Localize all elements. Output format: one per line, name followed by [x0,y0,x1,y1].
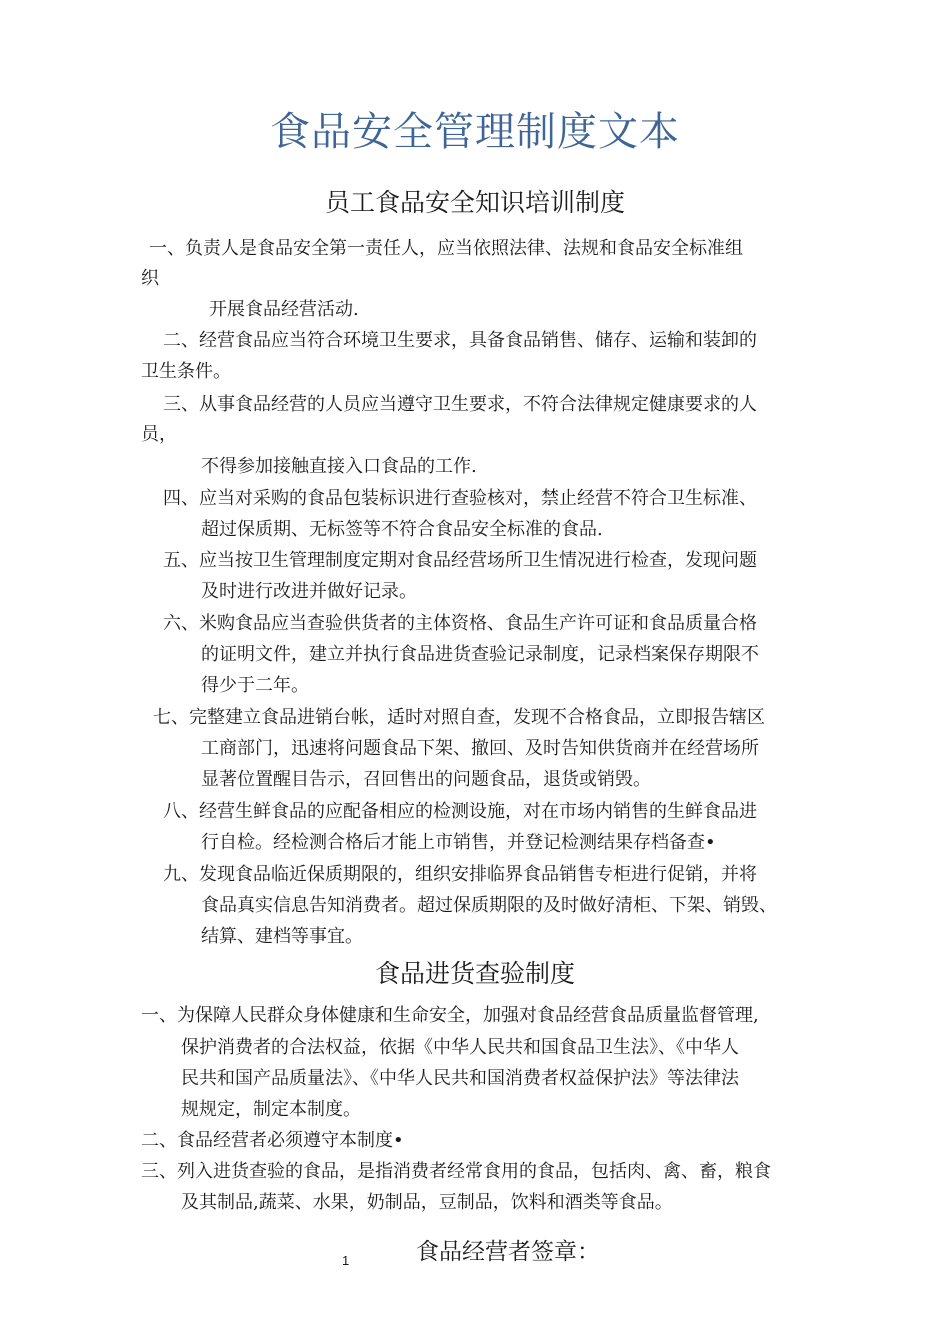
text-line: 五、应当按卫生管理制度定期对食品经营场所卫生情况进行检查，发现问题 [163,550,757,571]
text-line: 不得参加接触直接入口食品的工作. [201,456,477,477]
text-line: 超过保质期、无标签等不符合食品安全标准的食品. [201,519,603,540]
text-line: 二、食品经营者必须遵守本制度• [141,1130,404,1151]
page-number: 1 [342,1253,350,1268]
text-line: 一、为保障人民群众身体健康和生命安全，加强对食品经营食品质量监督管理, [141,1005,759,1026]
section-heading-training: 员工食品安全知识培训制度 [324,188,625,217]
text-line: 及时进行改进并做好记录。 [201,581,417,602]
text-line: 的证明文件，建立并执行食品进货查验记录制度，记录档案保存期限不 [201,644,759,665]
text-line: 保护消费者的合法权益，依据《中华人民共和国食品卫生法》、《中华人 [181,1037,739,1058]
document-title: 食品安全管理制度文本 [270,109,680,155]
text-line: 九、发现食品临近保质期限的，组织安排临界食品销售专柜进行促销，并将 [163,864,757,885]
text-line: 八、经营生鲜食品的应配备相应的检测设施，对在市场内销售的生鲜食品进 [163,801,757,822]
text-line: 四、应当对采购的食品包装标识进行查验核对，禁止经营不符合卫生标准、 [163,488,757,509]
text-line: 卫生条件。 [141,361,231,382]
section-heading-inspection: 食品进货查验制度 [374,959,575,988]
signature-label: 食品经营者签章： [416,1239,600,1265]
text-line: 七、完整建立食品进销台帐，适时对照自查，发现不合格食品，立即报告辖区 [153,707,765,728]
text-line: 织 [141,268,159,289]
text-line: 一、负责人是食品安全第一责任人，应当依照法律、法规和食品安全标准组 [149,238,743,259]
text-line: 工商部门，迅速将问题食品下架、撤回、及时告知供货商并在经营场所 [201,738,759,759]
text-line: 食品真实信息告知消费者。超过保质期限的及时做好清柜、下架、销毁、 [201,895,777,916]
text-line: 民共和国产品质量法》、《中华人民共和国消费者权益保护法》等法律法 [181,1068,739,1089]
text-line: 得少于二年。 [201,675,309,696]
text-line: 二、经营食品应当符合环境卫生要求，具备食品销售、储存、运输和装卸的 [163,330,757,351]
text-line: 显著位置醒目告示，召回售出的问题食品，退货或销毁。 [201,769,651,790]
text-line: 行自检。经检测合格后才能上市销售，并登记检测结果存档备查• [201,832,716,853]
text-line: 规规定，制定本制度。 [181,1099,361,1120]
text-line: 三、列入进货查验的食品，是指消费者经常食用的食品，包括肉、禽、畜，粮食 [141,1161,771,1182]
text-line: 及其制品,蔬菜、水果，奶制品，豆制品，饮料和酒类等食品。 [181,1192,673,1213]
text-line: 六、米购食品应当查验供货者的主体资格、食品生产许可证和食品质量合格 [163,613,757,634]
text-line: 开展食品经营活动. [209,299,359,320]
text-line: 结算、建档等事宜。 [201,926,363,947]
text-line: 三、从事食品经营的人员应当遵守卫生要求，不符合法律规定健康要求的人 [163,394,757,415]
text-line: 员， [141,424,177,445]
